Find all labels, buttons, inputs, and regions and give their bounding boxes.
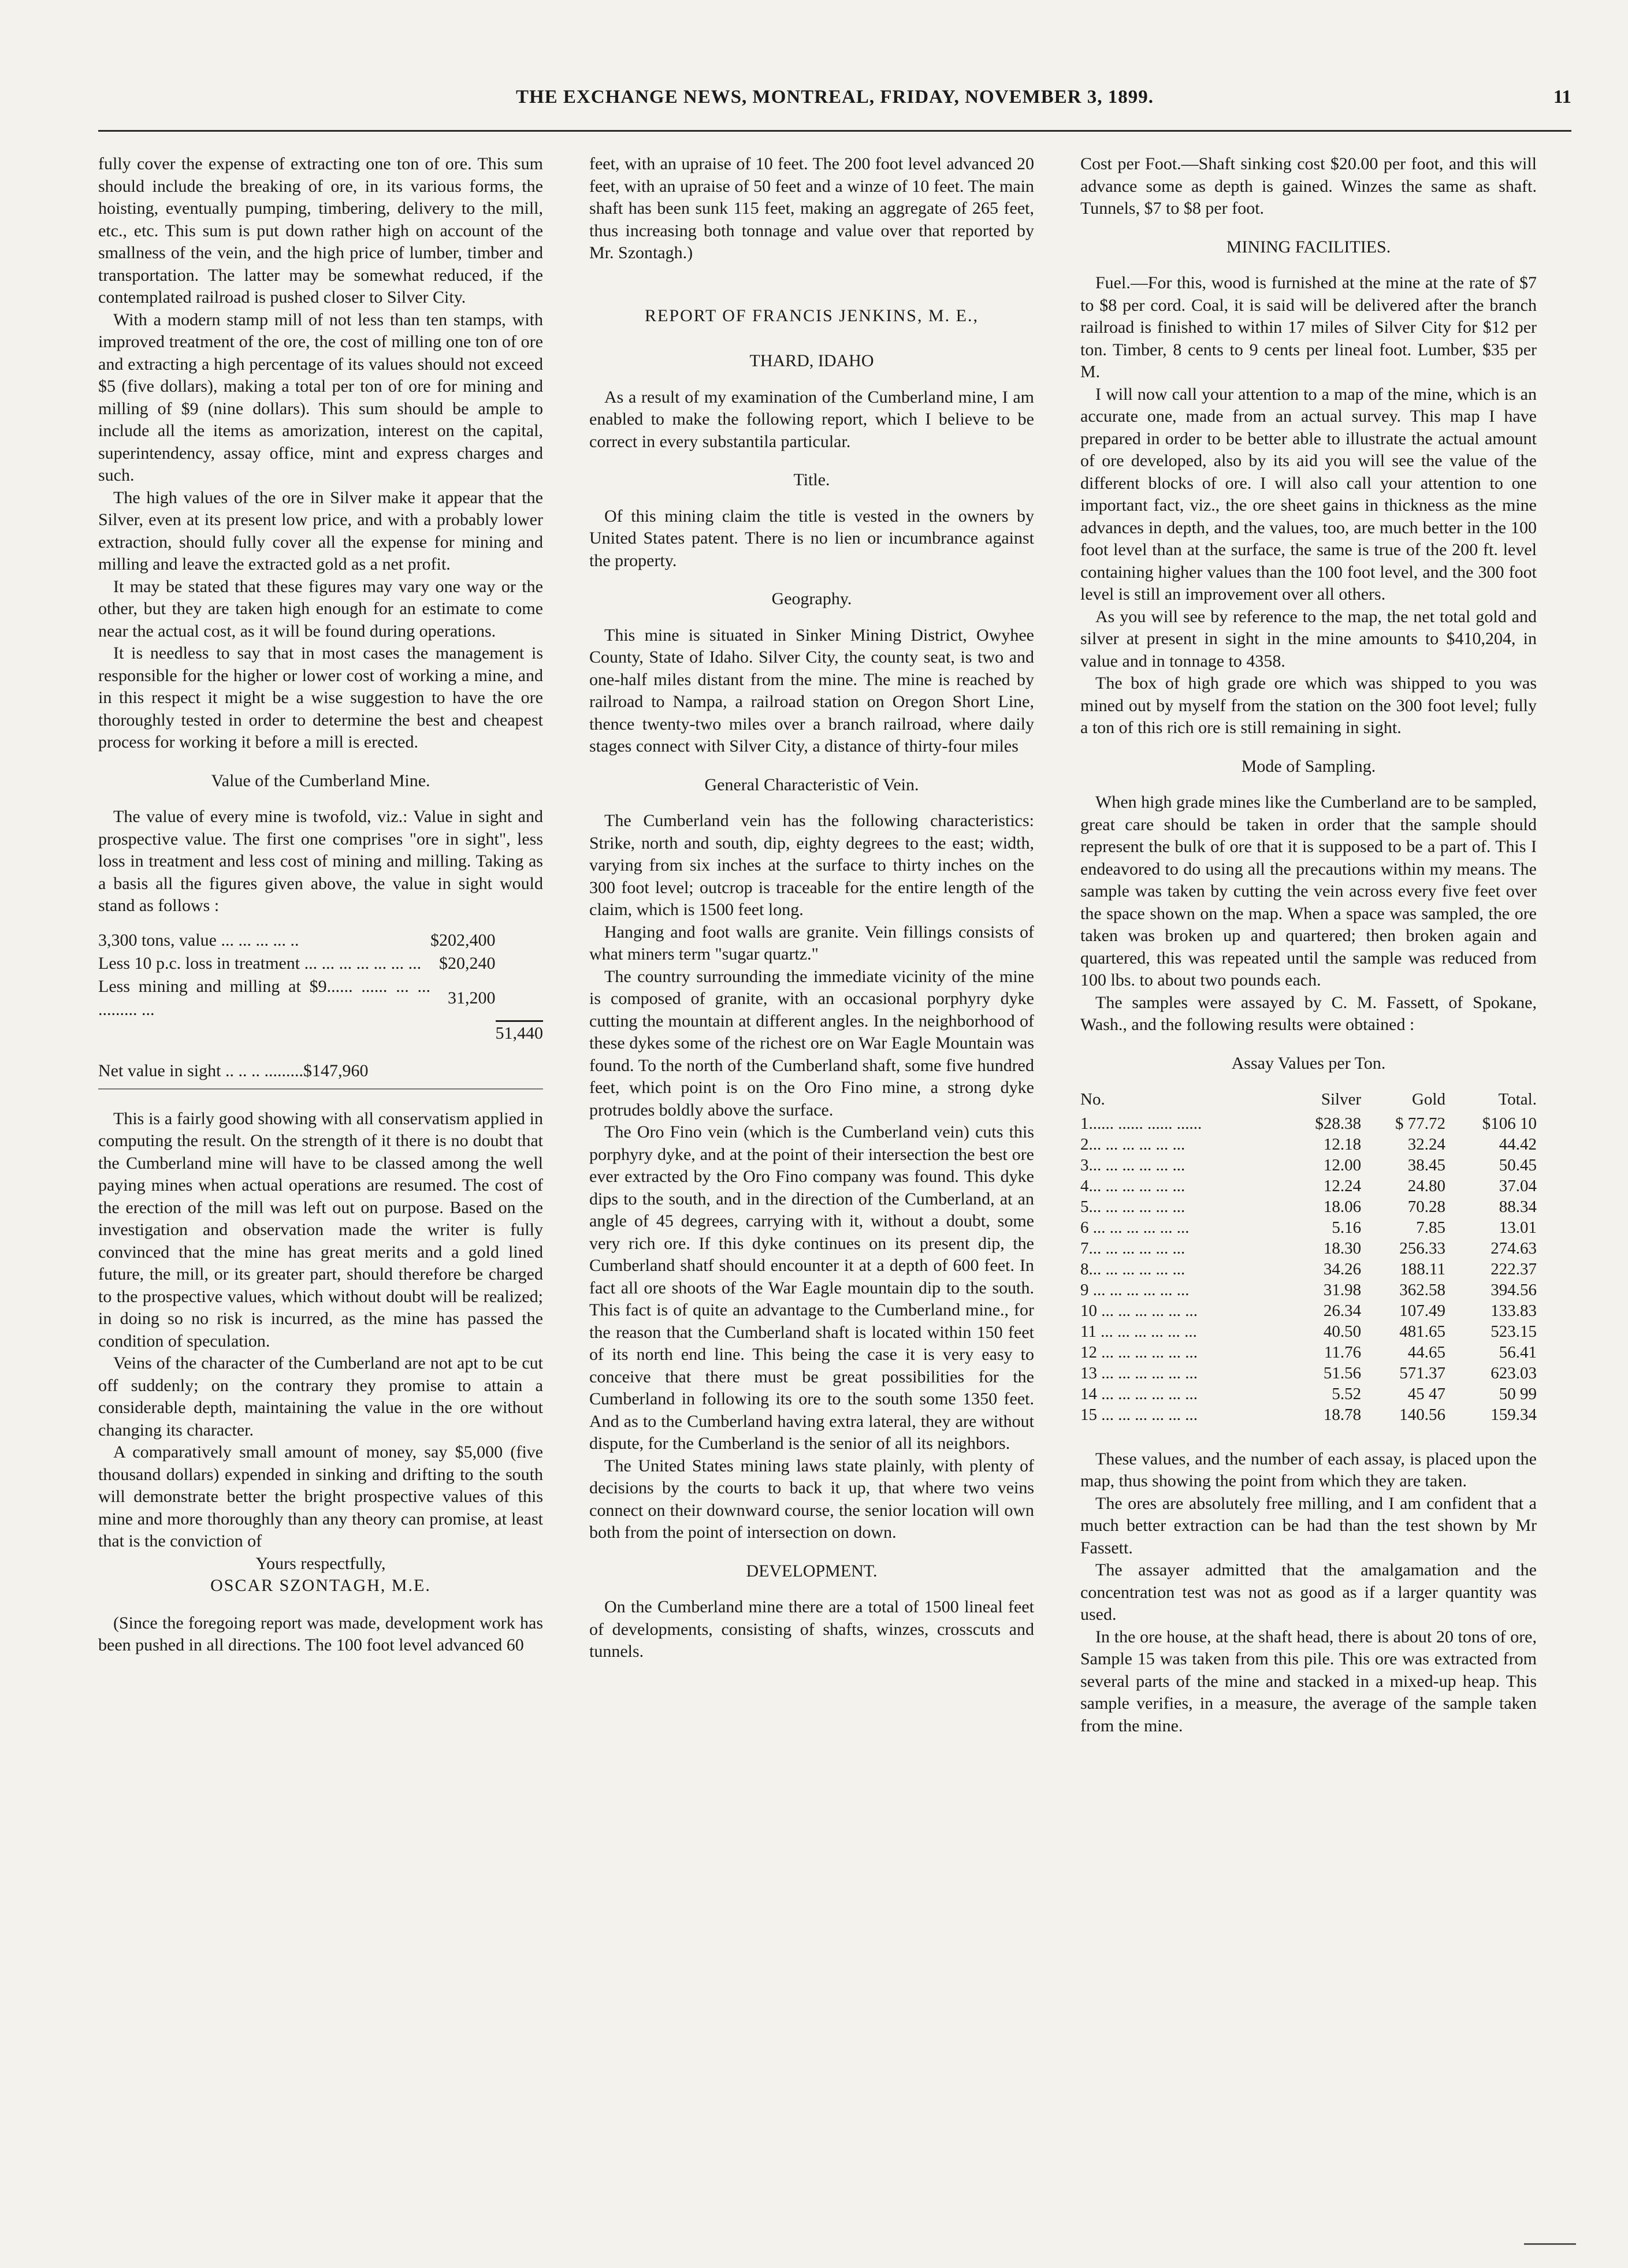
table-cell: 256.33	[1399, 1239, 1445, 1258]
paragraph: feet, with an upraise of 10 feet. The 200 foot level advanced 20 feet, with an upraise of 50 feet and a winze of 10 feet. The main shaft has been sunk 115 feet, making an aggregate of 265 feet, thus increasing both tonnage and value over that reported by Mr. Szontagh.)	[589, 154, 1034, 262]
table-cell: 188.11	[1400, 1259, 1445, 1278]
table-row	[1080, 1176, 1537, 1196]
table-cell: 44.65	[1407, 1343, 1445, 1362]
table-cell: 5.52	[1332, 1384, 1362, 1403]
table-cell: 12.24	[1323, 1176, 1362, 1195]
signature: OSCAR SZONTAGH, M.E.	[210, 1576, 431, 1595]
table-cell: 45 47	[1407, 1384, 1445, 1403]
table-cell: 7... ... ... ... ... ...	[1080, 1239, 1185, 1258]
table-cell: 13 ... ... ... ... ... ...	[1080, 1363, 1198, 1382]
table-cell: 12.00	[1323, 1155, 1362, 1174]
table-row	[1080, 1113, 1537, 1134]
table-row	[1080, 1217, 1537, 1238]
table-cell: 140.56	[1399, 1405, 1445, 1424]
paragraph: It may be stated that these figures may vary one way or the other, but they are taken high enough for an estimate to come near the actual cost, as it will be found during operations.	[98, 577, 543, 641]
table-cell: 56.41	[1499, 1343, 1537, 1362]
report-heading: REPORT OF FRANCIS JENKINS, M. E.,	[645, 306, 979, 325]
table-cell: 31.98	[1323, 1280, 1362, 1299]
paragraph: As a result of my examination of the Cumberland mine, I am enabled to make the following report, which I believe to be correct in every substantila particular.	[589, 387, 1034, 451]
paragraph: The Cumberland vein has the following characteristics: Strike, north and south, dip, eighty degrees to the east; width, varying from six inches at the surface to thirty inches on the 300 foot level; outcrop is traceable for the entire length of the claim, which is 1500 feet long.	[589, 811, 1034, 919]
table-cell: 34.26	[1323, 1259, 1362, 1278]
paragraph: The ores are absolutely free milling, and I am confident that a much better extraction can be had than the test shown by Mr Fassett.	[1080, 1493, 1537, 1557]
row-amount: $202,400	[430, 930, 496, 950]
table-cell: 14 ... ... ... ... ... ...	[1080, 1384, 1198, 1403]
paragraph: fully cover the expense of extracting one ton of ore. This sum should include the breaking of ore, in its various forms, the hoisting, eventually pumping, timbering, delivery to the mill, etc., etc. This sum is put down rather high on account of the smallness of the vein, and the high price of lumber, timber and transportation. The latter may be somewhat reduced, if the contemplated railroad is pushed closer to Silver City.	[98, 154, 543, 307]
paragraph: The United States mining laws state plainly, with plenty of decisions by the courts to back it up, that where two veins connect on their downward course, the senior location will own both from the point of intersection on down.	[589, 1456, 1034, 1542]
table-cell: 6 ... ... ... ... ... ...	[1080, 1218, 1190, 1237]
table-row	[1080, 1280, 1537, 1300]
paragraph: The Oro Fino vein (which is the Cumberland vein) cuts this porphyry dyke, and at the point of their intersection the best ore ever extracted by the Oro Fino company was found. This dyke dips to the south, and in the direction of the Cumberland, at an angle of 45 degrees, carrying with it, without a doubt, some very rich ore. If this dyke continues on its present dip, the Cumberland shatf should encounter it at a depth of 600 feet. In fact all ore shoots of the War Eagle mountain dip to the south. This fact is of quite an advantage to the Cumberland mine., for the reason that the Cumberland shaft is located within 150 feet of its north end line. This being the case it is very easy to conceive that there must be great possibilities for the Cumberland in following its ore to the south some 1350 feet. And as to the Cumberland having extra lateral, they are without dispute, for the Cumberland is the senior of all its neighbors.	[589, 1122, 1034, 1453]
table-cell: 18.78	[1323, 1405, 1362, 1424]
paragraph: With a modern stamp mill of not less than ten stamps, with improved treatment of the ore, the cost of milling one ton of ore and extracting a high percentage of its values should not exceed $5 (five dollars), making a total per ton of ore for mining and milling of $9 (nine dollars). This sum should be ample to include all the items as amorization, interest on the capital, superintendency, assay office, mint and express charges and such.	[98, 310, 543, 485]
page-number: 11	[1553, 87, 1571, 107]
table-cell: 1...... ...... ...... ......	[1080, 1114, 1202, 1133]
table-row	[1080, 1363, 1537, 1384]
table-cell: 7.85	[1416, 1218, 1445, 1237]
column-header: Gold	[1411, 1090, 1445, 1109]
table-cell: 12 ... ... ... ... ... ...	[1080, 1343, 1198, 1362]
table-cell: 394.56	[1491, 1280, 1537, 1299]
table-cell: 8... ... ... ... ... ...	[1080, 1259, 1185, 1278]
page-header	[98, 87, 1571, 127]
row-amount: $20,240	[439, 953, 496, 973]
paragraph: When high grade mines like the Cumberland are to be sampled, great care should be taken in order that the sample should represent the bulk of ore that it is supposed to be a part of. This I endeavored to do using all the precautions within my means. The sample was taken by cutting the vein across every five feet over the space shown on the map. When a space was sampled, the ore taken was broken up and quartered; then broken again and quartered, this was repeated until the sample was reduced from 100 lbs. to about two pounds each.	[1080, 793, 1537, 990]
table-row	[1080, 1259, 1537, 1280]
table-cell: 222.37	[1491, 1259, 1537, 1278]
table-cell: 481.65	[1399, 1322, 1445, 1341]
section-heading: Mode of Sampling.	[1241, 756, 1376, 776]
paragraph: The high values of the ore in Silver make it appear that the Silver, even at its present low price, and with a probably lower extraction, should fully cover all the expense for mining and milling and leave the extracted gold as a net profit.	[98, 488, 543, 574]
assay-table-body	[1080, 1113, 1537, 1425]
column-1	[98, 153, 543, 2210]
table-cell: 133.83	[1491, 1301, 1537, 1320]
print-mark	[1524, 2243, 1576, 2245]
paragraph: In the ore house, at the shaft head, there is about 20 tons of ore, Sample 15 was taken from this pile. This ore was extracted from several parts of the mine and stacked in a mixed-up heap. This sample verifies, in a measure, the average of the sample taken from the mine.	[1080, 1627, 1537, 1735]
table-cell: 4... ... ... ... ... ...	[1080, 1176, 1185, 1195]
table-row	[1080, 1342, 1537, 1363]
table-cell: 44.42	[1499, 1135, 1537, 1154]
table-cell: 5... ... ... ... ... ...	[1080, 1197, 1185, 1216]
paragraph: The value of every mine is twofold, viz.: Value in sight and prospective value. The first one comprises "ore in sight", less loss in treatment and less cost of mining and milling. Taking as a basis all the figures given above, the value in sight would stand as follows :	[98, 807, 543, 915]
paragraph: The assayer admitted that the amalgamation and the concentration test was not as good as if a larger quantity was used.	[1080, 1560, 1537, 1624]
column-header: No.	[1080, 1090, 1105, 1109]
paragraph: Veins of the character of the Cumberland are not apt to be cut off suddenly; on the contrary they promise to attain a considerable depth, maintaining the value in the ore without changing its character.	[98, 1354, 543, 1440]
paragraph: As you will see by reference to the map, the net total gold and silver at present in sight in the mine amounts to $410,204, in value and in tonnage to 4358.	[1080, 607, 1537, 671]
paragraph: Of this mining claim the title is vested in the owners by United States patent. There is no lien or incumbrance against the property.	[589, 506, 1034, 570]
table-row	[98, 952, 543, 975]
paragraph: I will now call your attention to a map of the mine, which is an accurate one, made from an actual survey. This map I have prepared in order to be better able to illustrate the actual amount of ore developed, also by its aid you will see the value of the different blocks of ore. I will also call your attention to one important fact, viz., the ore sheet gains in thickness as the mine advances in depth, and the values, too, are much better in the 100 foot level than at the surface, the same is true of the 200 ft. level containing higher values than the 100 foot level, and the 300 foot level is still an improvement over all others.	[1080, 384, 1537, 604]
table-cell: 5.16	[1332, 1218, 1362, 1237]
table-cell: 50 99	[1499, 1384, 1537, 1403]
table-cell: 11.76	[1324, 1343, 1362, 1362]
table-cell: 9 ... ... ... ... ... ...	[1080, 1280, 1190, 1299]
table-cell: 26.34	[1323, 1301, 1362, 1320]
paragraph: The samples were assayed by C. M. Fassett, of Spokane, Wash., and the following results were obtained :	[1080, 992, 1537, 1034]
table-cell: 37.04	[1499, 1176, 1537, 1195]
paragraph: This is a fairly good showing with all conservatism applied in computing the result. On the strength of it there is no doubt that the Cumberland mine will have to be classed among the well paying mines when actual operations are resumed. The cost of the erection of the mill was left out on purpose. Based on the investigation and observation made the writer is fully convinced that the mine has great merits and a gold lined future, the mill, or its greater part, should therefore be charged to the prospective values, which without doubt will be realized; in doing so no risk is incurred, as the mine has passed the condition of speculation.	[98, 1109, 543, 1351]
table-cell: 3... ... ... ... ... ...	[1080, 1155, 1185, 1174]
paragraph: This mine is situated in Sinker Mining District, Owyhee County, State of Idaho. Silver City, the county seat, is two and one-half miles distant from the mine. The mine is reached by railroad to Nampa, a railroad station on Oregon Short Line, thence twenty-two miles over a branch railroad, where daily stages connect with Silver City, a distance of thirty-four miles	[589, 625, 1034, 756]
row-label: Less 10 p.c. loss in treatment ... ... ... ... ... ... ...	[98, 953, 422, 973]
paragraph: The box of high grade ore which was shipped to you was mined out by myself from the station on the 300 foot level; fully a ton of this rich ore is still remaining in sight.	[1080, 674, 1537, 737]
newspaper-title: THE EXCHANGE NEWS, MONTREAL, FRIDAY, NOVEMBER 3, 1899.	[515, 87, 1154, 107]
row-label: 3,300 tons, value ... ... ... ... ..	[98, 930, 299, 950]
table-row	[1080, 1155, 1537, 1176]
table-row	[98, 975, 543, 1021]
table-cell: 38.45	[1407, 1155, 1445, 1174]
paragraph: Cost per Foot.—Shaft sinking cost $20.00 per foot, and this will advance some as depth is gained. Winzes the same as shaft. Tunnels, $7 to $8 per foot.	[1080, 154, 1537, 218]
paragraph: These values, and the number of each assay, is placed upon the map, thus showing the point from which they are taken.	[1080, 1449, 1537, 1490]
table-cell: 50.45	[1499, 1155, 1537, 1174]
section-heading: General Characteristic of Vein.	[704, 775, 919, 794]
section-heading: Title.	[793, 470, 830, 489]
table-row	[1080, 1321, 1537, 1342]
column-3	[1080, 153, 1537, 2210]
paragraph: On the Cumberland mine there are a total of 1500 lineal feet of developments, consisting of shafts, winzes, crosscuts and tunnels.	[589, 1597, 1034, 1661]
table-cell: 10 ... ... ... ... ... ...	[1080, 1301, 1198, 1320]
row-label: Less mining and milling at $9...... ...... ... ... ......... ...	[98, 976, 430, 1019]
table-cell: 362.58	[1399, 1280, 1445, 1299]
section-heading: MINING FACILITIES.	[1226, 237, 1391, 256]
table-cell: 40.50	[1323, 1322, 1362, 1341]
table-header-row	[1080, 1088, 1537, 1113]
value-in-sight-table	[98, 929, 543, 1046]
table-cell: 18.06	[1323, 1197, 1362, 1216]
table-cell: 274.63	[1491, 1239, 1537, 1258]
table-cell: 523.15	[1491, 1322, 1537, 1341]
table-cell: 571.37	[1399, 1363, 1445, 1382]
table-row	[1080, 1300, 1537, 1321]
table-cell: $28.38	[1315, 1114, 1362, 1133]
table-cell: 70.28	[1407, 1197, 1445, 1216]
table-row	[1080, 1134, 1537, 1155]
section-heading: Geography.	[771, 589, 852, 608]
table-cell: 623.03	[1491, 1363, 1537, 1382]
letter-closing: Yours respectfully,	[255, 1553, 386, 1573]
table-cell: 18.30	[1323, 1239, 1362, 1258]
paragraph: Fuel.—For this, wood is furnished at the mine at the rate of $7 to $8 per cord. Coal, it is said will be delivered after the branch railroad is finished to within 17 miles of Silver City for $12 per ton. Timber, 8 cents to 9 cents per lineal foot. Lumber, $35 per M.	[1080, 273, 1537, 381]
table-cell: 24.80	[1407, 1176, 1445, 1195]
table-cell: 159.34	[1491, 1405, 1537, 1424]
table-row	[98, 929, 543, 952]
row-total: 51,440	[496, 1021, 544, 1046]
section-heading: DEVELOPMENT.	[746, 1561, 878, 1581]
section-heading: Value of the Cumberland Mine.	[211, 771, 430, 790]
header-rule	[98, 130, 1571, 132]
table-cell: 12.18	[1323, 1135, 1362, 1154]
table-cell: 2... ... ... ... ... ...	[1080, 1135, 1185, 1154]
table-cell: $106 10	[1482, 1114, 1537, 1133]
column-2	[589, 153, 1034, 2210]
table-cell: 32.24	[1407, 1135, 1445, 1154]
table-row	[1080, 1238, 1537, 1259]
assay-table	[1080, 1088, 1537, 1425]
paragraph: A comparatively small amount of money, say $5,000 (five thousand dollars) expended in sinking and drifting to the south will demonstrate better the bright prospective values of this mine and more thoroughly than any theory can promise, at least that is the conviction of	[98, 1442, 543, 1551]
table-row	[1080, 1404, 1537, 1425]
table-cell: 11 ... ... ... ... ... ...	[1080, 1322, 1197, 1341]
paragraph: It is needless to say that in most cases the management is responsible for the higher or lower cost of working a mine, and in this respect it might be a wise suggestion to have the ore thoroughly tested in order to determine the best and cheapest process for working it before a mill is erected.	[98, 644, 543, 752]
table-cell: 51.56	[1323, 1363, 1362, 1382]
table-row	[1080, 1196, 1537, 1217]
paragraph: Hanging and foot walls are granite. Vein fillings consists of what miners term "sugar quartz."	[589, 922, 1034, 964]
paragraph: The country surrounding the immediate vicinity of the mine is composed of granite, with an occasional porphyry dyke cutting the mountain at different angles. In the neighborhood of these dykes some of the richest ore on War Eagle Mountain was found. To the north of the Cumberland shaft, some five hundred feet, which point is on the Oro Fino mine, a strong dyke protrudes boldly above the surface.	[589, 966, 1034, 1120]
row-amount: 31,200	[448, 988, 496, 1007]
table-cell: 13.01	[1499, 1218, 1537, 1237]
table-cell: 15 ... ... ... ... ... ...	[1080, 1405, 1198, 1424]
report-place: THARD, IDAHO	[749, 351, 874, 370]
table-row	[1080, 1384, 1537, 1404]
paragraph: (Since the foregoing report was made, development work has been pushed in all directions. The 100 foot level advanced 60	[98, 1613, 543, 1654]
table-cell: 107.49	[1399, 1301, 1445, 1320]
table-row	[98, 1021, 543, 1046]
section-heading: Assay Values per Ton.	[1231, 1053, 1386, 1073]
table-cell: 88.34	[1499, 1197, 1537, 1216]
column-header: Total.	[1498, 1090, 1537, 1109]
table-cell: $ 77.72	[1395, 1114, 1445, 1133]
column-header: Silver	[1321, 1090, 1362, 1109]
net-value-line: Net value in sight .. .. .. .........$147,960	[98, 1060, 543, 1090]
